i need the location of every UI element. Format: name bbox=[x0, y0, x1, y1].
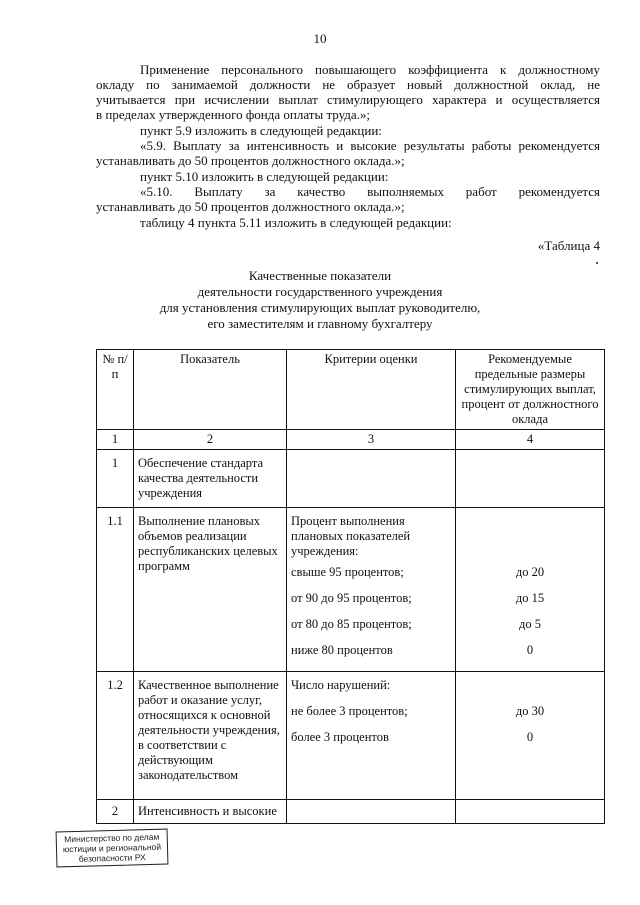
row-criteria bbox=[287, 800, 456, 824]
stamp-line: Министерство по делам bbox=[64, 831, 160, 845]
criteria-heading: Число нарушений: bbox=[291, 678, 391, 692]
paragraph-line: устанавливать до 50 процентов должностного оклада.»; bbox=[96, 153, 405, 168]
col-number: 2 bbox=[134, 430, 287, 450]
criteria-item: от 90 до 95 процентов; bbox=[291, 591, 412, 605]
col-number: 1 bbox=[97, 430, 134, 450]
row-criteria bbox=[287, 672, 456, 800]
row-value bbox=[456, 672, 605, 800]
title-line: его заместителям и главному бухгалтеру bbox=[207, 316, 433, 331]
criteria-item: не более 3 процентов; bbox=[291, 704, 408, 718]
paragraph-line: «5.9. Выплату за интенсивность и высокие результаты работы рекомендуется bbox=[140, 138, 600, 153]
value-item: до 30 bbox=[515, 704, 545, 718]
criteria-heading: Процент выполнения плановых показателей учреждения: bbox=[291, 514, 411, 558]
table-row bbox=[97, 672, 605, 800]
row-indicator: Обеспечение стандарта качества деятельности учреждения bbox=[134, 450, 287, 508]
row-indicator: Качественное выполнение работ и оказание услуг, относящихся к основной деятельности учреждения, в соответствии с действующим законодательством bbox=[134, 672, 287, 800]
table-title bbox=[0, 268, 640, 332]
stamp-line: юстиции и региональной bbox=[62, 841, 162, 855]
table-row bbox=[97, 450, 605, 508]
paragraph-line: в пределах утвержденного фонда оплаты труда.»; bbox=[96, 107, 371, 122]
col-number: 4 bbox=[456, 430, 605, 450]
table-row bbox=[97, 508, 605, 672]
row-value bbox=[456, 508, 605, 672]
criteria-item: от 80 до 85 процентов; bbox=[291, 617, 412, 631]
value-item: 0 bbox=[526, 643, 534, 657]
value-item: 0 bbox=[526, 730, 534, 744]
paragraph-line: пункт 5.10 изложить в следующей редакции: bbox=[140, 169, 389, 184]
indicators-table bbox=[96, 349, 605, 824]
column-number-row bbox=[97, 430, 605, 450]
criteria-item: свыше 95 процентов; bbox=[291, 565, 404, 579]
stamp-line: безопасности РХ bbox=[78, 852, 146, 864]
paragraph-line: Применение персонального повышающего коэффициента к должностному bbox=[140, 62, 600, 77]
row-value bbox=[456, 800, 605, 824]
row-num: 1.1 bbox=[97, 508, 134, 672]
row-criteria bbox=[287, 450, 456, 508]
row-value bbox=[456, 450, 605, 508]
paragraph-line: устанавливать до 50 процентов должностного оклада.»; bbox=[96, 199, 405, 214]
header-criteria: Критерии оценки bbox=[287, 350, 456, 430]
criteria-item: ниже 80 процентов bbox=[291, 643, 393, 657]
title-line: для установления стимулирующих выплат руководителю, bbox=[159, 300, 481, 315]
header-recommended: Рекомендуемые предельные размеры стимулирующих выплат, процент от должностного оклада bbox=[456, 350, 605, 430]
table-header-row bbox=[97, 350, 605, 430]
row-num: 1 bbox=[97, 450, 134, 508]
title-line: Качественные показатели bbox=[248, 268, 392, 283]
value-item: до 15 bbox=[515, 591, 545, 605]
paragraph-line: пункт 5.9 изложить в следующей редакции: bbox=[140, 123, 382, 138]
value-item: до 20 bbox=[515, 565, 545, 579]
paragraph-line: окладу по занимаемой должности не образует новый должностной оклад, не bbox=[96, 77, 600, 92]
row-indicator: Выполнение плановых объемов реализации республиканских целевых программ bbox=[134, 508, 287, 672]
page-number: 10 bbox=[313, 31, 327, 46]
header-indicator: Показатель bbox=[134, 350, 287, 430]
row-num: 1.2 bbox=[97, 672, 134, 800]
ink-dot bbox=[596, 262, 598, 264]
paragraph-line: учитывается при исчислении выплат стимулирующего характера и осуществляется bbox=[96, 92, 600, 107]
criteria-item: более 3 процентов bbox=[291, 730, 389, 744]
table-label: «Таблица 4 bbox=[537, 238, 600, 253]
paragraph-line: таблицу 4 пункта 5.11 изложить в следующей редакции: bbox=[140, 215, 452, 230]
row-indicator: Интенсивность и высокие bbox=[134, 800, 287, 824]
row-criteria bbox=[287, 508, 456, 672]
header-num: № п/п bbox=[97, 350, 134, 430]
paragraph-line: «5.10. Выплату за качество выполняемых работ рекомендуется bbox=[140, 184, 600, 199]
col-number: 3 bbox=[287, 430, 456, 450]
table-row bbox=[97, 800, 605, 824]
value-item: до 5 bbox=[519, 617, 541, 631]
registration-stamp bbox=[56, 829, 169, 868]
row-num: 2 bbox=[97, 800, 134, 824]
title-line: деятельности государственного учреждения bbox=[197, 284, 443, 299]
